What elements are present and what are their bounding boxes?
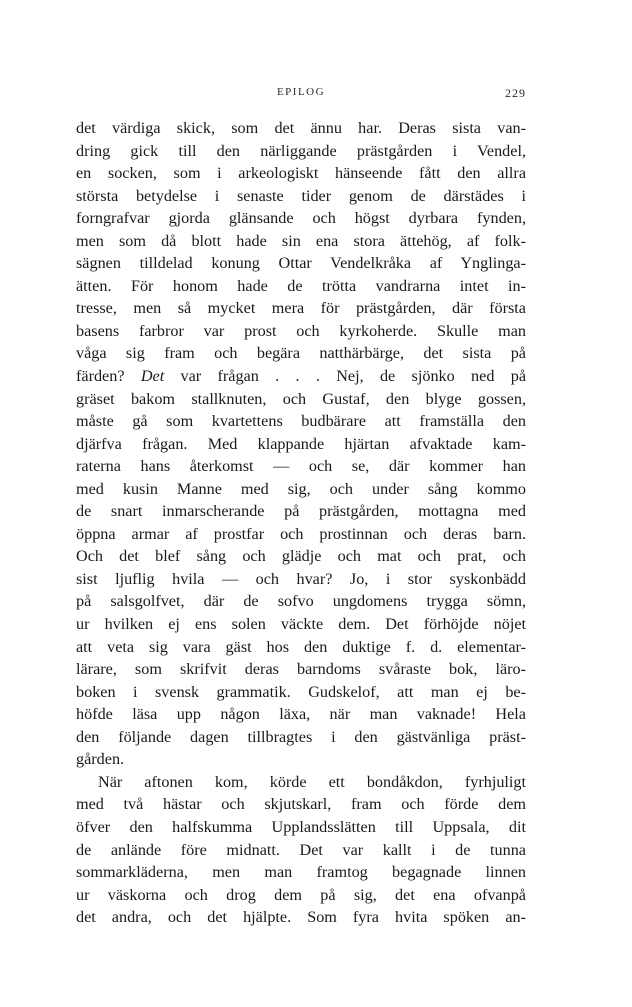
text-line: djärfva frågan. Med klappande hjärtan afvaktade kam- [76, 434, 526, 453]
text-line: ätten. För honom hade de trötta vandrarna intet in- [76, 276, 526, 295]
text-line: måste gå som kvartettens budbärare att framställa den [76, 412, 526, 431]
emphasized-word: Det [140, 367, 165, 386]
text-line: sist ljuflig hvila — och hvar? Jo, i stor syskonbädd [76, 569, 526, 588]
text-line: det värdiga skick, som det ännu har. Deras sista van- [76, 119, 526, 137]
text-line: raterna hans återkomst — och se, där kommer han [76, 457, 526, 476]
text-line: de anlände före midnatt. Det var kallt i de tunna [76, 840, 526, 859]
text-segment: var frågan . . . Nej, de sjönko ned på [164, 367, 526, 386]
text-line: våga sig fram och begära natthärbärge, det sista på [76, 344, 526, 363]
text-line: med kusin Manne med sig, och under sång kommo [76, 479, 526, 498]
text-line: boken i svensk grammatik. Gudskelof, att man ej be- [76, 682, 526, 701]
running-title: EPILOG [276, 86, 326, 98]
text-line: sommarkläderna, men man framtog begagnade linnen [76, 863, 526, 882]
page-number: 229 [505, 86, 526, 100]
text-line: sägnen tilldelad konung Ottar Vendelkråka af Ynglinga- [76, 254, 526, 273]
paragraph-end-line: gården. [76, 750, 125, 769]
text-line: öppna armar af prostfar och prostinnan och deras barn. [76, 524, 526, 543]
text-line: tresse, men så mycket mera för prästgården, där första [76, 299, 526, 318]
text-line: med två hästar och skjutskarl, fram och förde dem [76, 795, 526, 814]
text-line: att veta sig vara gäst hos den duktige f. d. elementar- [76, 637, 526, 656]
text-line: ur väskorna och drog dem på sig, det ena ofvanpå [76, 885, 526, 904]
text-line: men som då blott hade sin ena stora ättehög, af folk- [76, 231, 526, 250]
text-line [76, 365, 526, 388]
text-line: den följande dagen tillbragtes i den gästvänliga präst- [76, 727, 526, 746]
text-line: forngrafvar gjorda glänsande och högst dyrbara fynden, [76, 209, 526, 228]
text-line: de snart inmarscherande på prästgården, mottagna med [76, 502, 526, 521]
text-line: gräset bakom stallknuten, och Gustaf, den blyge gossen, [76, 389, 526, 408]
body-text [76, 117, 526, 929]
text-line: Och det blef sång och glädje och mat och prat, och [76, 547, 526, 566]
paragraph-start-line: När aftonen kom, körde ett bondåkdon, fyrhjuligt [98, 772, 526, 791]
text-line: på salsgolfvet, där de sofvo ungdomens trygga sömn, [76, 592, 526, 611]
text-segment: färden? [76, 367, 141, 386]
text-line: dring gick till den närliggande prästgården i Vendel, [76, 141, 526, 160]
running-head [76, 86, 526, 104]
text-line: en socken, som i arkeologiskt hänseende fått den allra [76, 164, 526, 183]
text-line: ur hvilken ej ens solen väckte dem. Det förhöjde nöjet [76, 615, 526, 634]
text-line: öfver den halfskumma Upplandsslätten till Uppsala, dit [76, 817, 526, 836]
text-line: basens farbror var prost och kyrkoherde. Skulle man [76, 321, 526, 340]
text-line: höfde läsa upp någon läxa, när man vaknade! Hela [76, 705, 526, 724]
text-line: det andra, och det hjälpte. Som fyra hvita spöken an- [76, 908, 526, 927]
text-line: lärare, som skrifvit deras barndoms svåraste bok, läro- [76, 660, 526, 679]
text-line: största betydelse i senaste tider genom de därstädes i [76, 186, 526, 205]
